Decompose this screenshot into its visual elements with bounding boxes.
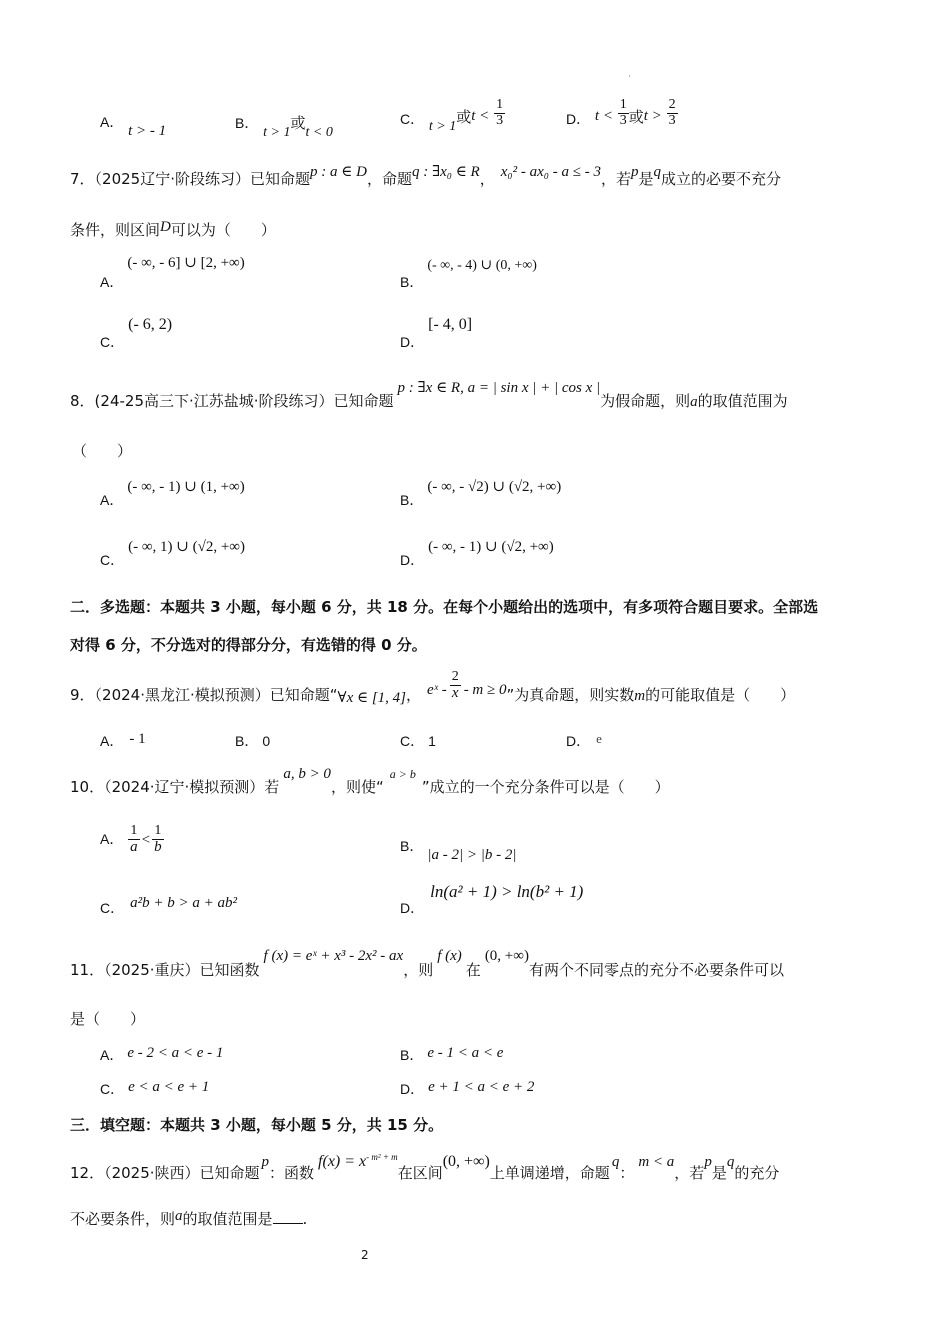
q8-stem-line2: （ ） (72, 442, 133, 460)
q7-option-c: C．(- 6, 2) (100, 316, 173, 350)
q10-option-b: B．|a - 2| > |b - 2| (400, 838, 517, 863)
q9-stem: 9．（2024·黑龙江·模拟预测）已知命题“∀x ∈ [1, 4]， eˣ - $\frac{2}{x}$ - m ≥ 0”为真命题，则实数m的可能取值是（ ） (70, 669, 796, 707)
q12-stem-line1: 12．（2025·陕西）已知命题p：函数$f(x) = x^{- m^2 + m}$在区间(0, +∞)上单调递增，命题q：m < a，若p是q的充分 (70, 1152, 780, 1182)
section-3-heading: 三．填空题：本题共 3 小题，每小题 5 分，共 15 分。 (70, 1116, 444, 1134)
q8-option-c: C．(- ∞, 1) ∪ (√2, +∞) (100, 539, 245, 568)
q11-stem-line2: 是（ ） (70, 1010, 146, 1028)
q6-option-d: D． t < $\frac{1}{3}$ 或t > $\frac{2}{3}$ (566, 97, 676, 128)
q10-option-c: C． a²b + b > a + ab² (100, 895, 237, 916)
q11-option-a: A． e - 2 < a < e - 1 (100, 1045, 224, 1063)
section-2-heading-line2: 对得 6 分，不分选对的得部分分，有选错的得 0 分。 (70, 636, 427, 654)
q9-option-b: B． 0 (235, 733, 271, 749)
q8-option-a: A．(- ∞, - 1) ∪ (1, +∞) (100, 479, 245, 508)
q8-option-b: B．(- ∞, - √2) ∪ (√2, +∞) (400, 479, 562, 508)
q7-option-d: D．[- 4, 0] (400, 316, 473, 350)
q6-option-b: B． t > 1或t < 0 (235, 114, 333, 140)
section-2-heading-line1: 二．多选题：本题共 3 小题，每小题 6 分，共 18 分。在每个小题给出的选项中，有多项符合题目要求。全部选 (70, 598, 819, 616)
q12-stem-line2: 不必要条件，则a的取值范围是 . (70, 1208, 308, 1228)
q10-option-d: D．ln(a² + 1) > ln(b² + 1) (400, 882, 584, 916)
q11-option-d: D． e + 1 < a < e + 2 (400, 1079, 535, 1097)
q7-stem-line1: 7．（2025辽宁·阶段练习）已知命题p : a ∈ D，命题q : ∃x₀ ∈ R， x₀² - ax₀ - a ≤ - 3，若p是q成立的必要不充分 (70, 164, 782, 188)
q9-option-a: A． - 1 (100, 731, 146, 749)
page-number: 2 (361, 1248, 369, 1262)
q11-option-b: B． e - 1 < a < e (400, 1045, 504, 1063)
q8-stem-line1: 8．(24-25高三下·江苏盐城·阶段练习）已知命题p : ∃x ∈ R, a = | sin x | + | cos x |为假命题，则a的取值范围为 (70, 380, 788, 410)
q11-option-c: C． e < a < e + 1 (100, 1079, 210, 1097)
q7-stem-line2: 条件，则区间D可以为（ ） (70, 219, 276, 239)
answer-blank[interactable] (273, 1211, 303, 1224)
stray-dot: · (628, 72, 631, 82)
q11-stem-line1: 11．（2025·重庆）已知函数f (x) = eˣ + x³ - 2x² - ax，则f (x)在(0, +∞)有两个不同零点的充分不必要条件可以 (70, 948, 784, 979)
q6-option-a: A． t > - 1 (100, 114, 167, 139)
q8-option-d: D．(- ∞, - 1) ∪ (√2, +∞) (400, 539, 554, 568)
q7-option-b: B．(- ∞, - 4) ∪ (0, +∞) (400, 258, 537, 290)
q10-option-a: A． $\frac{1}{a}$ < $\frac{1}{b}$ (100, 823, 162, 855)
q7-option-a: A．(- ∞, - 6] ∪ [2, +∞) (100, 255, 245, 290)
q10-stem: 10．（2024·辽宁·模拟预测）若a, b > 0，则使“a > b”成立的一个充分条件可以是（ ） (70, 766, 670, 796)
q6-option-c: C． t > 1或t < $\frac{1}{3}$ (400, 97, 504, 134)
q9-option-c: C． 1 (400, 733, 436, 749)
q9-option-d: D． e (566, 731, 602, 749)
